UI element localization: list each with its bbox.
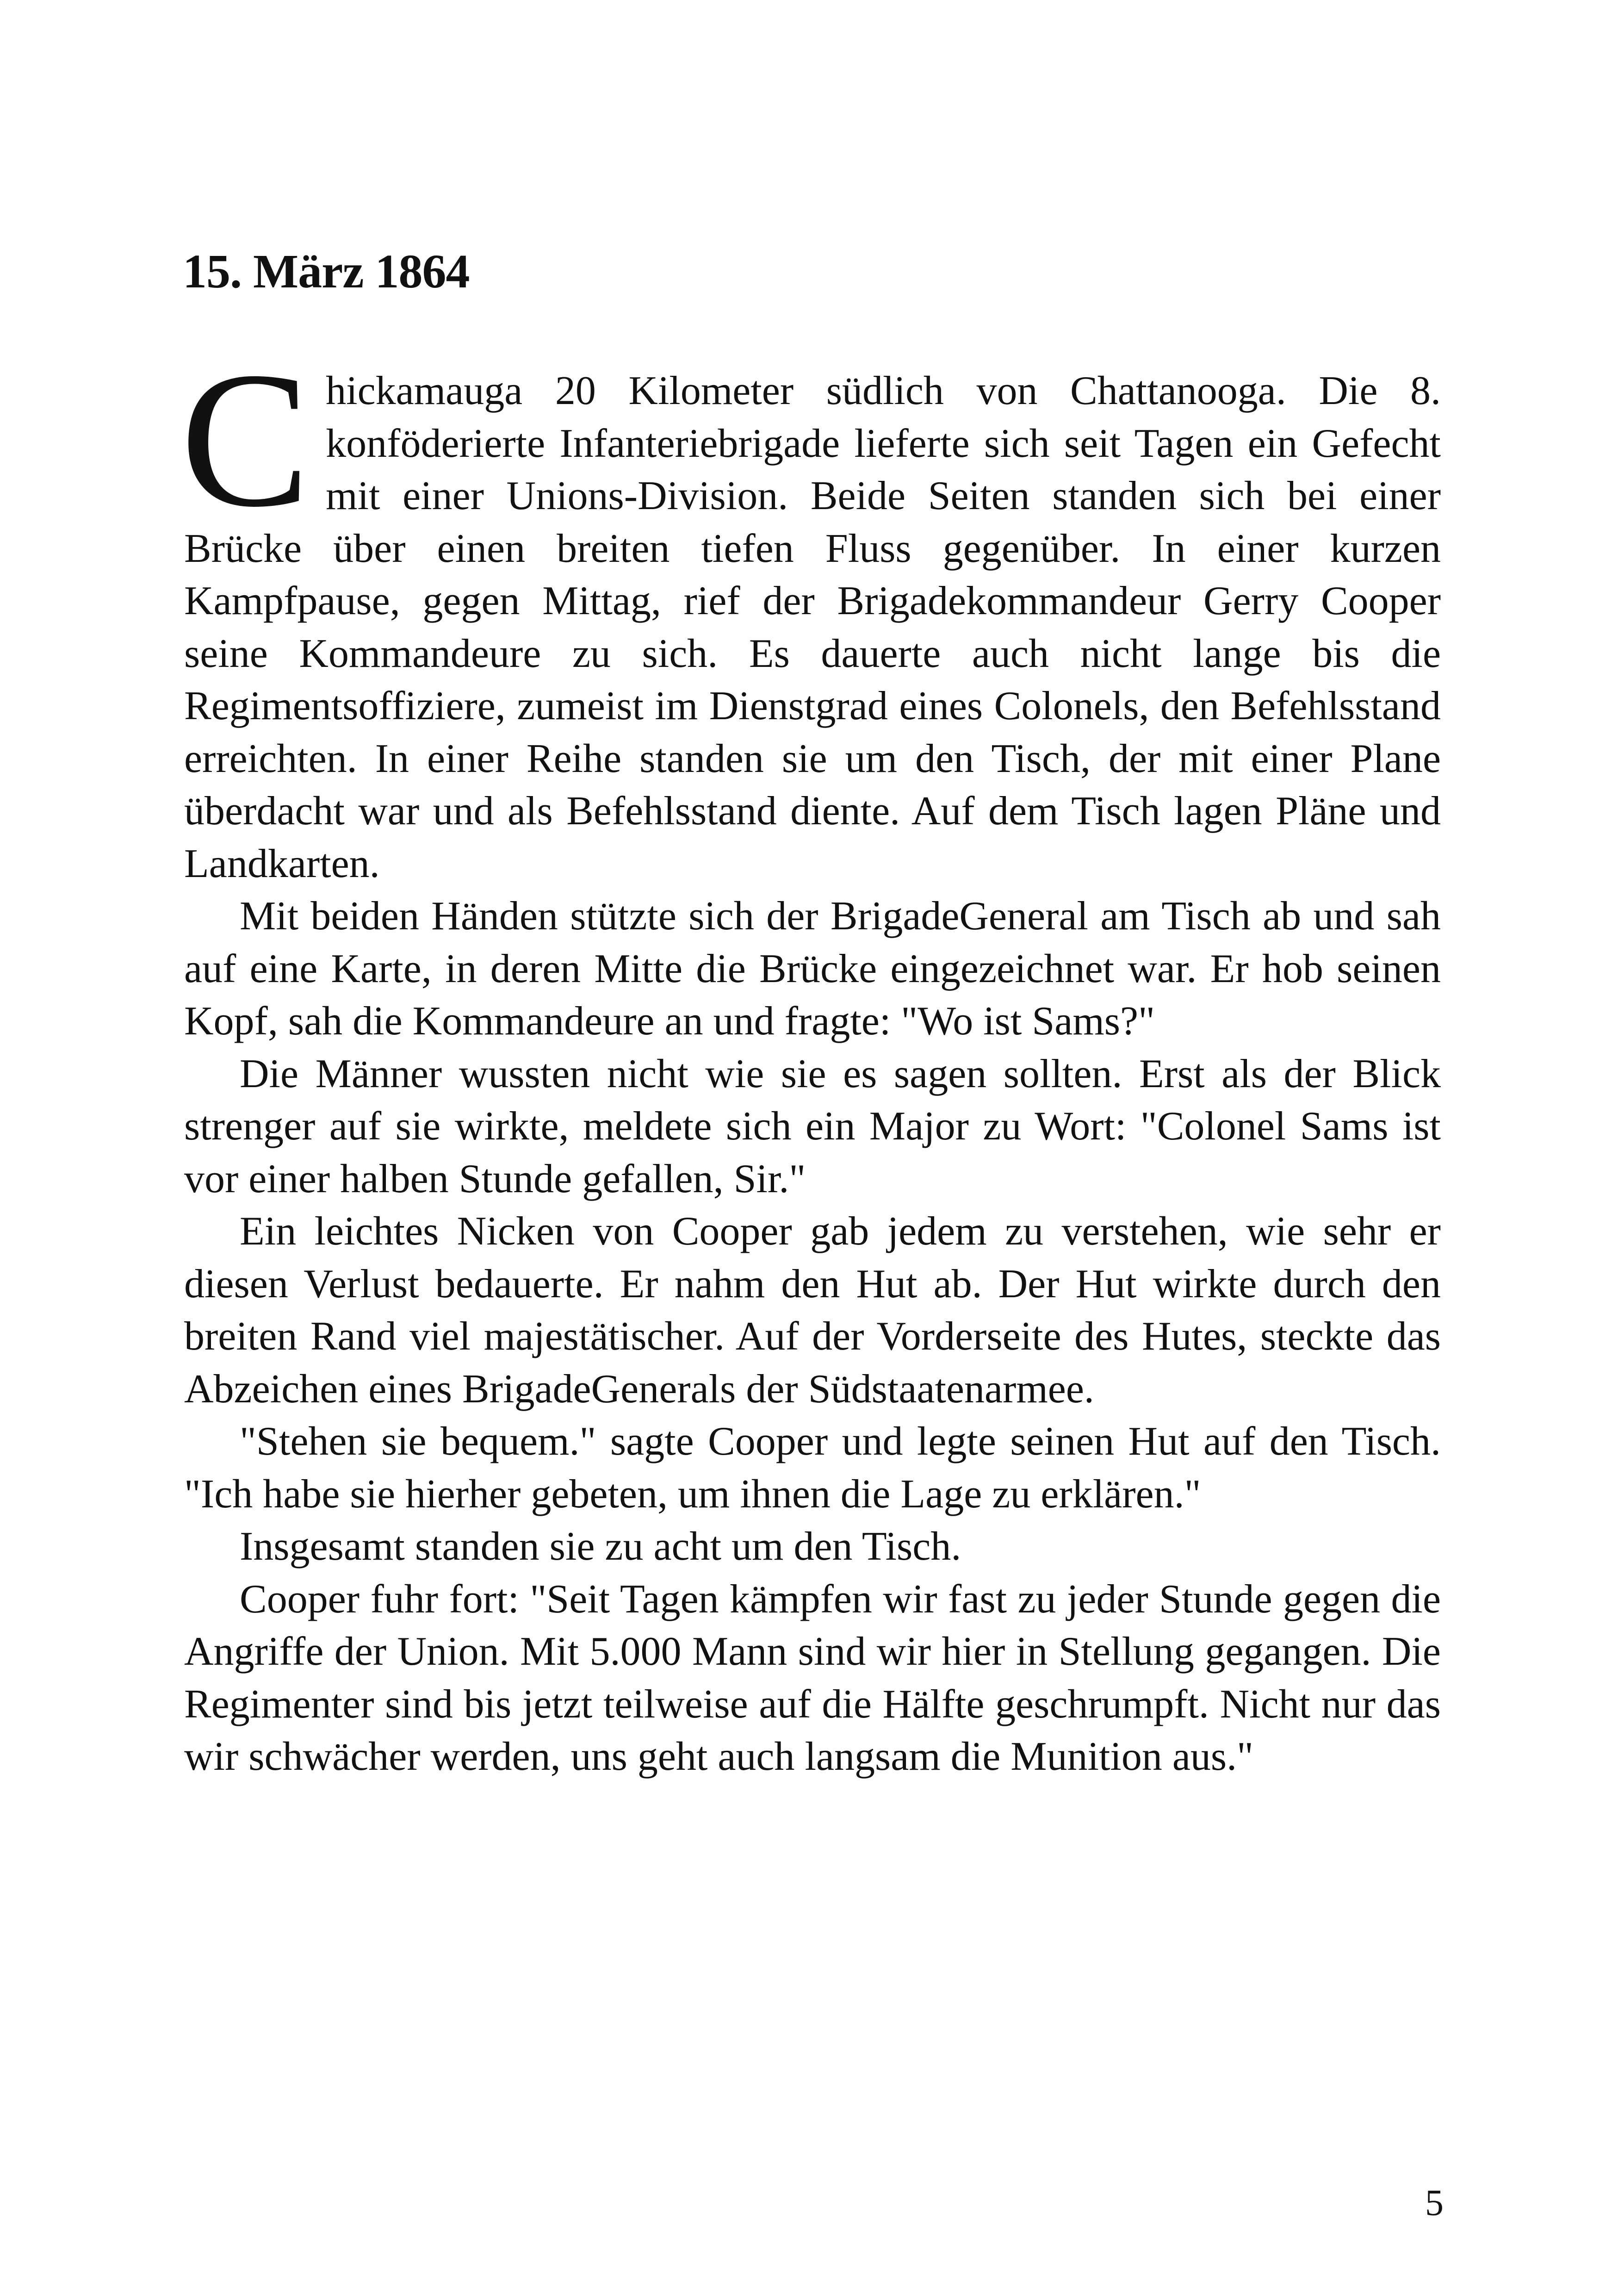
- paragraph: "Stehen sie bequem." sagte Cooper und legte seinen Hut auf den Tisch. "Ich habe sie hierher gebeten, um ihnen die Lage zu erklären.": [184, 1419, 1441, 1517]
- paragraph: Cooper fuhr fort: "Seit Tagen kämpfen wir fast zu jeder Stunde gegen die Angriffe der Union. Mit 5.000 Mann sind wir hier in Stellung gegangen. Die Regimenter sind bis jetzt teilweise auf die Hälfte geschrumpft. Nicht nur das wir schwächer werden, uns geht auch langsam die Munition aus.": [184, 1576, 1441, 1779]
- paragraph: Mit beiden Händen stützte sich der BrigadeGeneral am Tisch ab und sah auf eine Karte, in deren Mitte die Brücke eingezeichnet war. Er hob seinen Kopf, sah die Kommandeure an und fragte: "Wo ist Sams?": [184, 894, 1441, 1044]
- paragraph: [180, 332, 1441, 890]
- chapter-title: 15. März 1864: [183, 245, 470, 298]
- body-text: [180, 332, 1441, 1783]
- paragraph-text: hickamauga 20 Kilometer südlich von Chattanooga. Die 8. konföderierte Infanteriebrigade lieferte sich seit Tagen ein Gefecht mit einer Unions-Division. Beide Seiten standen sich bei einer Brücke über einen breiten tiefen Fluss gegenüber. In einer kurzen Kampfpause, gegen Mittag, rief der Brigadekommandeur Gerry Cooper seine Kommandeure zu sich. Es dauerte auch nicht lange bis die Regimentsoffiziere, zumeist im Dienstgrad eines Colonels, den Befehlsstand erreichten. In einer Reihe standen sie um den Tisch, der mit einer Plane überdacht war und als Befehlsstand diente. Auf dem Tisch lagen Pläne und Landkarten.: [184, 368, 1441, 886]
- paragraph: Insgesamt standen sie zu acht um den Tisch.: [240, 1524, 961, 1569]
- drop-cap: C: [180, 332, 310, 547]
- paragraph: Die Männer wussten nicht wie sie es sagen sollten. Erst als der Blick strenger auf sie wirkte, meldete sich ein Major zu Wort: "Colonel Sams ist vor einer halben Stunde gefallen, Sir.": [184, 1051, 1441, 1201]
- paragraph: Ein leichtes Nicken von Cooper gab jedem zu verstehen, wie sehr er diesen Verlust bedauerte. Er nahm den Hut ab. Der Hut wirkte durch den breiten Rand viel majestätischer. Auf der Vorderseite des Hutes, steckte das Abzeichen eines BrigadeGenerals der Südstaatenarmee.: [184, 1209, 1441, 1412]
- page-number: 5: [1425, 2183, 1444, 2223]
